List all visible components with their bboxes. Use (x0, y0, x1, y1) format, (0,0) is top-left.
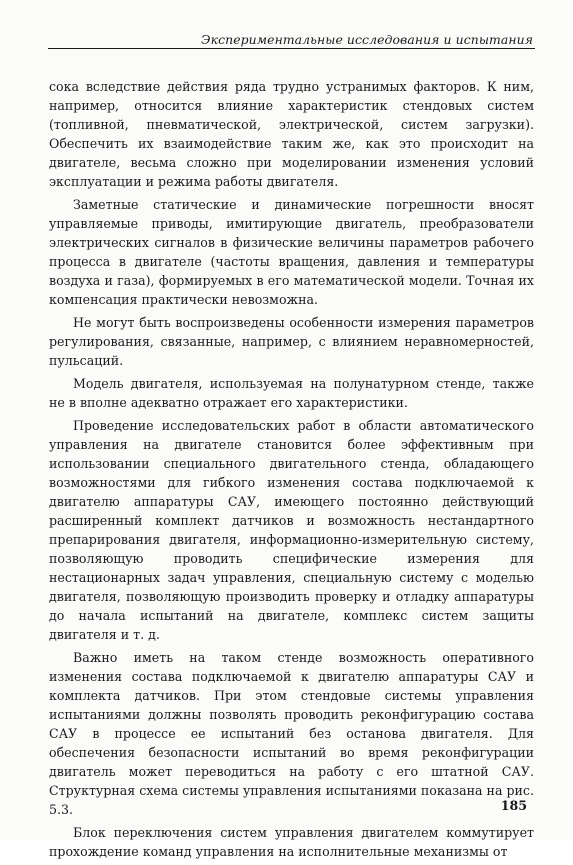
paragraph-continued: сока вследствие действия ряда трудно устранимых факторов. К ним, например, относится влияние характеристик стендовых систем (топливной, пневматической, электрической, систем загрузки). Обеспечить их взаимодействие таким же, как это происходит на двигателе, весьма сложно при моделировании изменения условий эксплуатации и режима работы двигателя. (49, 79, 534, 189)
paragraph: Проведение исследовательских работ в области автоматического управления на двигателе становится более эффективным при использовании специального двигательного стенда, обладающего возможностями для гибкого изменения состава подключаемой к двигателю аппаратуры САУ, имеющего постоянно действующий расширенный комплект датчиков и возможность нестандартного препарирования двигателя, информационно-измерительную систему, позволяющую проводить специфические измерения для нестационарных задач управления, специальную систему с моделью двигателя, позволяющую производить проверку и отладку аппаратуры до начала испытаний на двигателе, комплекс систем защиты двигателя и т. д. (49, 418, 534, 642)
running-head (48, 20, 535, 48)
paragraph: Заметные статические и динамические погрешности вносят управляемые приводы, имитирующие двигатель, преобразователи электрических сигналов в физические величины параметров рабочего процесса в двигателе (частоты вращения, давления и температуры воздуха и газа), формируемых в его математической модели. Точная их компенсация практически невозможна. (49, 197, 534, 307)
paragraph: Не могут быть воспроизведены особенности измерения параметров регулирования, связанные, например, с влиянием неравномерностей, пульсаций. (49, 315, 534, 368)
paragraph: Модель двигателя, используемая на полунатурном стенде, также не в вполне адекватно отражает его характеристики. (49, 376, 534, 410)
body-text (49, 77, 534, 865)
header-rule (48, 48, 535, 49)
page-number: 185 (500, 798, 527, 813)
running-head-title: Экспериментальные исследования и испытания (201, 32, 533, 47)
paragraph: Важно иметь на таком стенде возможность оперативного изменения состава подключаемой к двигателю аппаратуры САУ и комплекта датчиков. При этом стендовые системы управления испытаниями должны позволять проводить реконфигурацию состава САУ в процессе ее испытаний без останова двигателя. Для обеспечения безопасности испытаний во время реконфигурации двигатель может переводиться на работу с его штатной САУ. Структурная схема системы управления испытаниями показана на рис. 5.3. (49, 650, 534, 817)
paragraph: Блок переключения систем управления двигателем коммутирует прохождение команд управления на исполнительные механизмы от (49, 825, 534, 859)
